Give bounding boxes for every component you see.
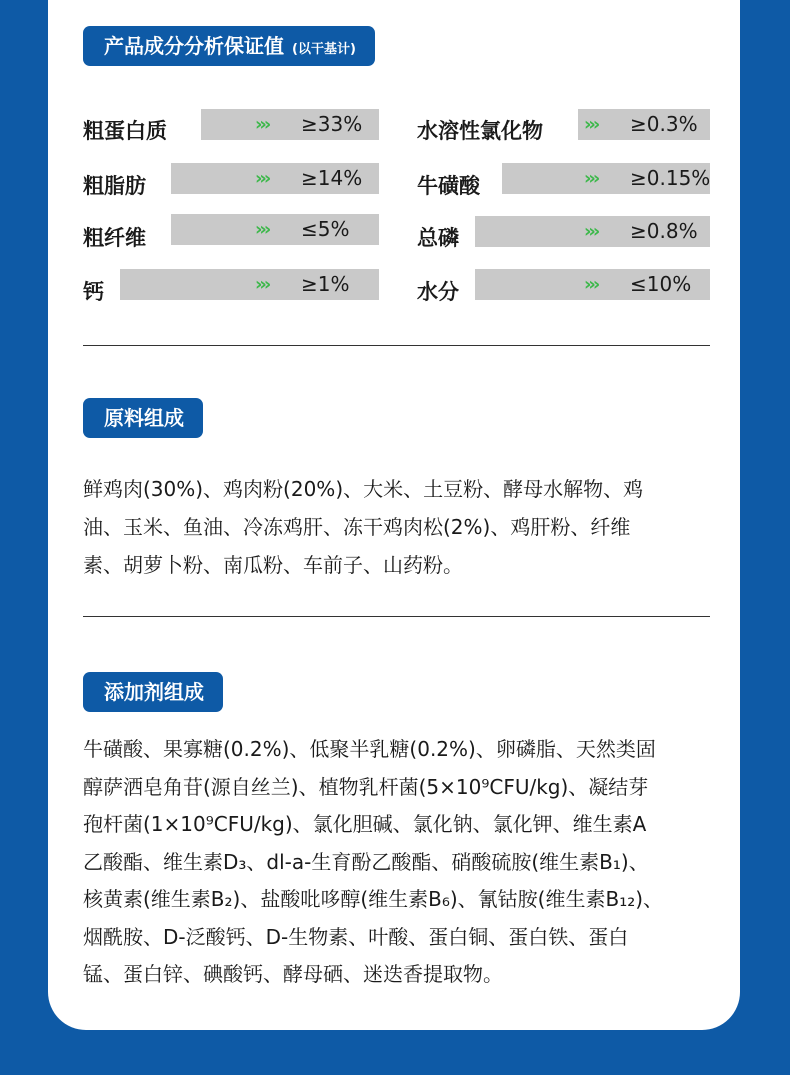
analysis-value-crude-fat: ≥14% <box>301 166 363 190</box>
additives-line: 锰、蛋白锌、碘酸钙、酵母硒、迷迭香提取物。 <box>83 962 503 986</box>
analysis-value-moisture: ≤10% <box>630 272 692 296</box>
chevrons-right-icon: ››› <box>255 219 269 240</box>
analysis-label-taurine: 牛磺酸 <box>417 174 480 198</box>
ingredients-line: 油、玉米、鱼油、冷冻鸡肝、冻干鸡肉松(2%)、鸡肝粉、纤维 <box>83 515 631 539</box>
chevrons-right-icon: ››› <box>584 274 598 295</box>
additives-line: 烟酰胺、D-泛酸钙、D-生物素、叶酸、蛋白铜、蛋白铁、蛋白 <box>83 924 629 949</box>
analysis-label-calcium: 钙 <box>83 280 104 304</box>
analysis-value-total-phosphorus: ≥0.8% <box>630 219 698 243</box>
analysis-bar-total-phosphorus <box>475 216 710 247</box>
analysis-bar-crude-fiber <box>171 214 379 245</box>
section-divider <box>83 616 710 617</box>
analysis-bar-moisture <box>475 269 710 300</box>
analysis-label-crude-protein: 粗蛋白质 <box>83 119 167 143</box>
analysis-bar-taurine <box>502 163 710 194</box>
ingredients-section-title: 原料组成 <box>83 398 203 438</box>
analysis-title-note: (以干基计) <box>292 42 356 57</box>
ingredients-text <box>83 470 708 584</box>
chevrons-right-icon: ››› <box>255 274 269 295</box>
analysis-section-title <box>83 26 375 66</box>
analysis-value-calcium: ≥1% <box>301 272 350 296</box>
ingredients-line: 素、胡萝卜粉、南瓜粉、车前子、山药粉。 <box>83 553 463 577</box>
analysis-value-crude-protein: ≥33% <box>301 112 363 136</box>
additives-text <box>83 731 708 994</box>
analysis-bar-crude-fat <box>171 163 379 194</box>
analysis-bar-crude-protein <box>201 109 379 140</box>
additives-line: 核黄素(维生素B₂)、盐酸吡哆醇(维生素B₆)、氰钴胺(维生素B₁₂)、 <box>83 887 664 911</box>
chevrons-right-icon: ››› <box>584 221 598 242</box>
analysis-value-taurine: ≥0.15% <box>630 166 711 190</box>
analysis-label-moisture: 水分 <box>417 280 459 304</box>
chevrons-right-icon: ››› <box>255 114 269 135</box>
chevrons-right-icon: ››› <box>584 114 598 135</box>
analysis-value-crude-fiber: ≤5% <box>301 217 350 241</box>
analysis-value-water-soluble-chloride: ≥0.3% <box>630 112 698 136</box>
additives-line: 乙酸酯、维生素D₃、dl-a-生育酚乙酸酯、硝酸硫胺(维生素B₁)、 <box>83 849 649 874</box>
analysis-bar-water-soluble-chloride <box>578 109 710 140</box>
analysis-label-crude-fat: 粗脂肪 <box>83 174 146 198</box>
additives-line: 孢杆菌(1×10⁹CFU/kg)、氯化胆碱、氯化钠、氯化钾、维生素A <box>83 812 647 836</box>
chevrons-right-icon: ››› <box>584 168 598 189</box>
analysis-bar-calcium <box>120 269 379 300</box>
additives-section-title: 添加剂组成 <box>83 672 223 712</box>
additives-line: 醇萨洒皂角苷(源自丝兰)、植物乳杆菌(5×10⁹CFU/kg)、凝结芽 <box>83 774 649 799</box>
content-card <box>48 0 740 1030</box>
analysis-label-water-soluble-chloride: 水溶性氯化物 <box>417 119 543 143</box>
ingredients-line: 鲜鸡肉(30%)、鸡肉粉(20%)、大米、土豆粉、酵母水解物、鸡 <box>83 477 644 501</box>
chevrons-right-icon: ››› <box>255 168 269 189</box>
analysis-label-total-phosphorus: 总磷 <box>417 226 459 250</box>
section-divider <box>83 345 710 346</box>
additives-line: 牛磺酸、果寡糖(0.2%)、低聚半乳糖(0.2%)、卵磷脂、天然类固 <box>83 737 656 761</box>
analysis-label-crude-fiber: 粗纤维 <box>83 226 146 250</box>
analysis-title-text: 产品成分分析保证值 <box>104 34 284 58</box>
